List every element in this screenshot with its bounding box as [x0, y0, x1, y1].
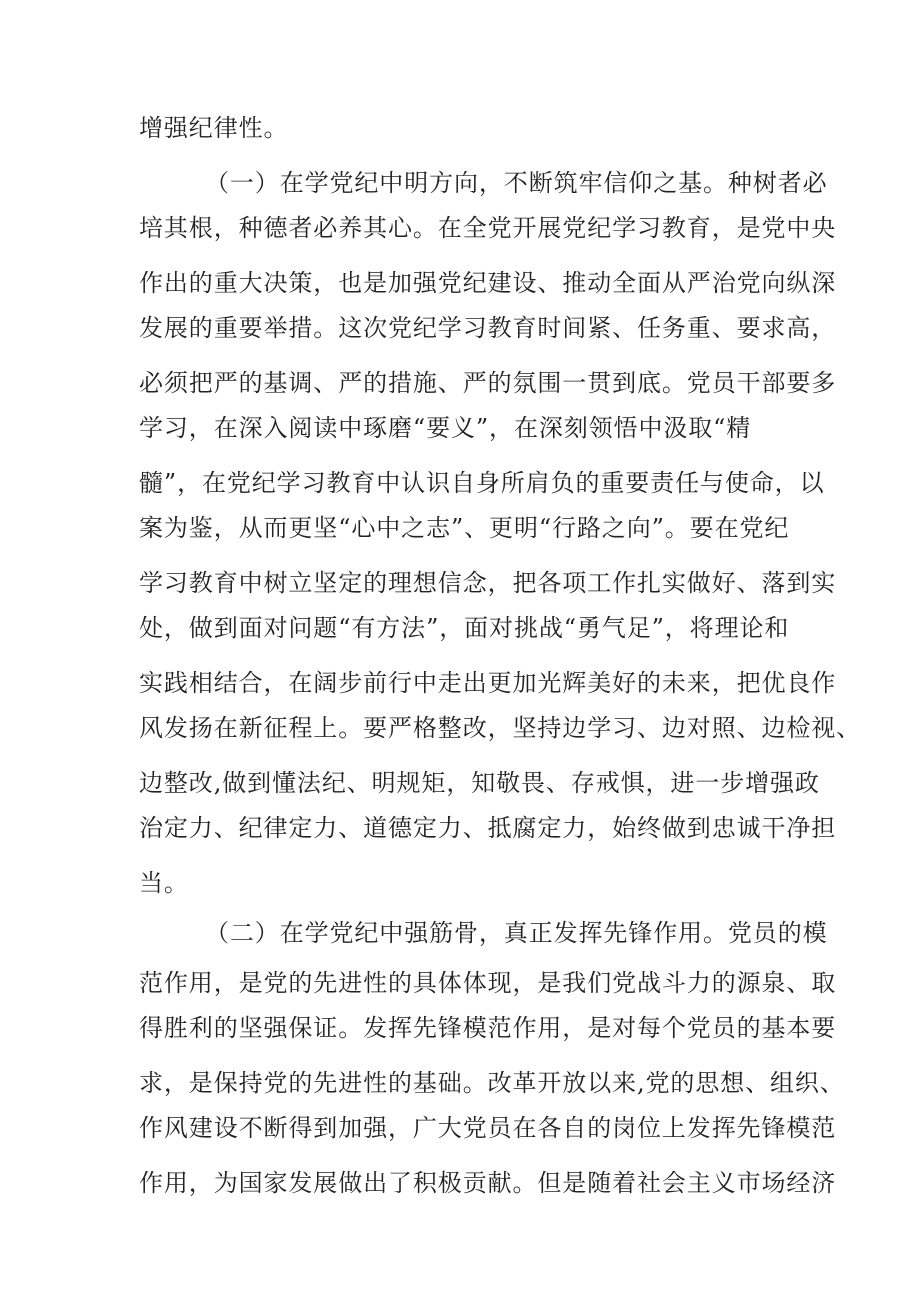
text-line: （一）在学党纪中明方向，不断筑牢信仰之基。种树者必 — [205, 169, 828, 197]
text-line: 治定力、纪律定力、道德定力、抵腐定力，始终做到忠诚干净担 — [139, 814, 837, 842]
text-line: 边整改,做到懂法纪、明规矩，知敬畏、存戒惧，进一步增强政 — [139, 769, 820, 797]
text-line: 实践相结合，在阔步前行中走出更加光辉美好的未来，把优良作 — [139, 669, 837, 697]
text-line: 范作用，是党的先进性的具体体现，是我们党战斗力的源泉、取 — [139, 969, 837, 997]
text-line: （二）在学党纪中强筋骨，真正发挥先锋作用。党员的模 — [205, 919, 828, 947]
text-line: 作风建设不断得到加强，广大党员在各自的岗位上发挥先锋模范 — [139, 1114, 837, 1142]
text-line: 增强纪律性。 — [139, 114, 289, 142]
text-line: 作用，为国家发展做出了积极贡献。但是随着社会主义市场经济 — [139, 1169, 837, 1197]
text-line: 必须把严的基调、严的措施、严的氛围一贯到底。党员干部要多 — [139, 369, 837, 397]
text-line: 髓”，在党纪学习教育中认识自身所肩负的重要责任与使命，以 — [139, 469, 825, 497]
text-line: 当。 — [139, 869, 189, 897]
text-line: 案为鉴，从而更坚“心中之志”、更明“行路之向”。要在党纪 — [139, 514, 790, 542]
text-line: 培其根，种德者必养其心。在全党开展党纪学习教育，是党中央 — [139, 214, 837, 242]
text-line: 学习，在深入阅读中琢磨“要义”，在深刻领悟中汲取“精 — [139, 414, 752, 442]
text-line: 处，做到面对问题“有方法”，面对挑战“勇气足”，将理论和 — [139, 614, 790, 642]
text-line: 求，是保持党的先进性的基础。改革开放以来,党的思想、组织、 — [139, 1069, 845, 1097]
text-line: 发展的重要举措。这次党纪学习教育时间紧、任务重、要求高， — [139, 314, 837, 342]
text-line: 得胜利的坚强保证。发挥先锋模范作用，是对每个党员的基本要 — [139, 1014, 837, 1042]
text-line: 风发扬在新征程上。要严格整改，坚持边学习、边对照、边检视、 — [139, 714, 862, 742]
text-line: 学习教育中树立坚定的理想信念，把各项工作扎实做好、落到实 — [139, 569, 837, 597]
text-line: 作出的重大决策，也是加强党纪建设、推动全面从严治党向纵深 — [139, 269, 837, 297]
